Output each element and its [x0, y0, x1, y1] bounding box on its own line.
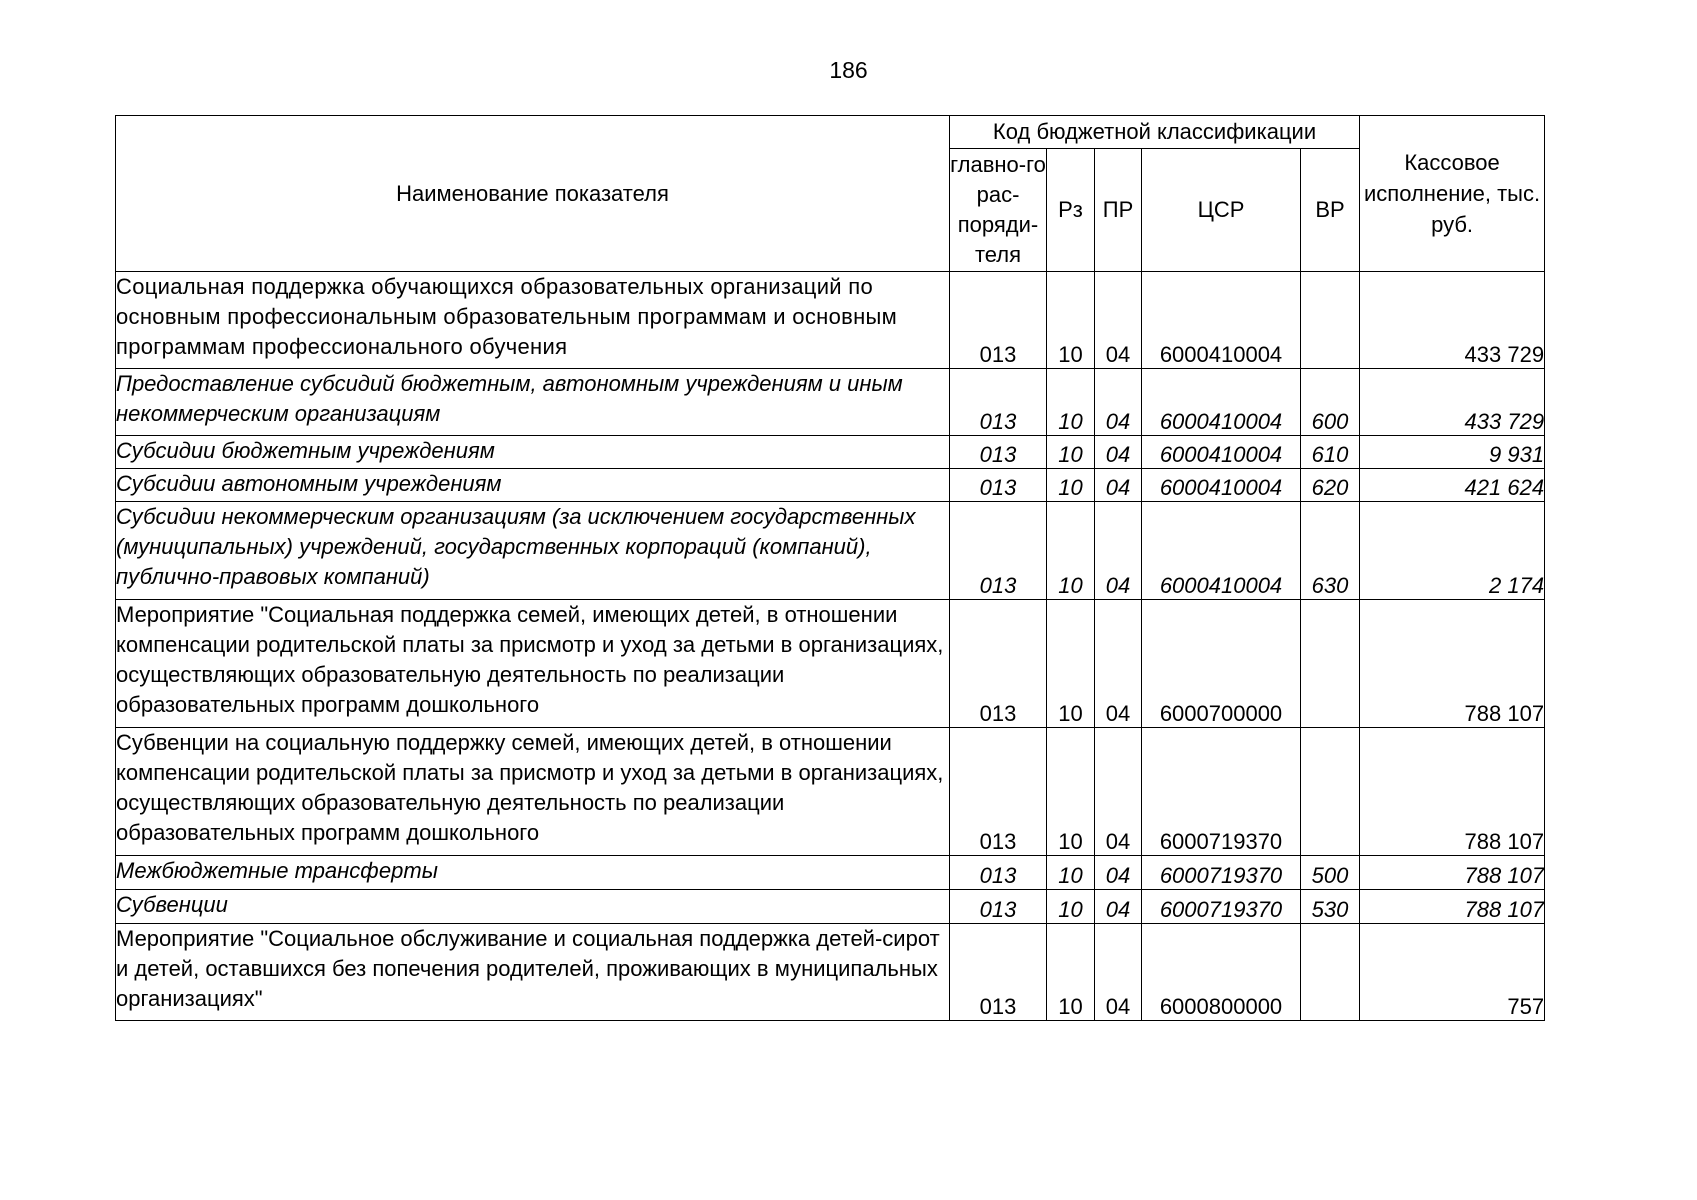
row-name: Субсидии некоммерческим организациям (за исключением государственных (муниципальных) учреждений, государственных корпораций (компаний), публично-правовых компаний) [116, 502, 950, 600]
row-grbs: 013 [950, 272, 1047, 369]
row-amount: 788 107 [1360, 890, 1545, 924]
header-pr: ПР [1095, 149, 1142, 272]
row-grbs: 013 [950, 924, 1047, 1021]
row-pr: 04 [1095, 728, 1142, 856]
row-vr [1301, 924, 1360, 1021]
row-rz: 10 [1047, 436, 1095, 469]
row-vr: 630 [1301, 502, 1360, 600]
row-amount: 2 174 [1360, 502, 1545, 600]
row-vr [1301, 600, 1360, 728]
row-amount: 421 624 [1360, 469, 1545, 502]
row-name: Субсидии автономным учреждениям [116, 469, 950, 502]
row-rz: 10 [1047, 469, 1095, 502]
row-csr: 6000410004 [1142, 272, 1301, 369]
table-row [116, 890, 1545, 924]
row-grbs: 013 [950, 502, 1047, 600]
row-vr [1301, 728, 1360, 856]
row-amount: 788 107 [1360, 600, 1545, 728]
row-grbs: 013 [950, 856, 1047, 890]
row-pr: 04 [1095, 272, 1142, 369]
row-amount: 788 107 [1360, 728, 1545, 856]
row-csr: 6000719370 [1142, 728, 1301, 856]
row-grbs: 013 [950, 728, 1047, 856]
table-row [116, 600, 1545, 728]
header-main-manager: главно-го рас-поряди-теля [950, 149, 1047, 272]
row-rz: 10 [1047, 600, 1095, 728]
row-rz: 10 [1047, 924, 1095, 1021]
row-grbs: 013 [950, 890, 1047, 924]
row-amount: 433 729 [1360, 369, 1545, 436]
table-row [116, 502, 1545, 600]
row-csr: 6000410004 [1142, 502, 1301, 600]
row-rz: 10 [1047, 856, 1095, 890]
table-row [116, 272, 1545, 369]
row-rz: 10 [1047, 890, 1095, 924]
row-amount: 788 107 [1360, 856, 1545, 890]
row-name: Субвенции на социальную поддержку семей, имеющих детей, в отношении компенсации родительской платы за присмотр и уход за детьми в организациях, осуществляющих образовательную деятельность по реализации образовательных программ дошкольного [116, 728, 950, 856]
row-csr: 6000410004 [1142, 436, 1301, 469]
row-name: Социальная поддержка обучающихся образовательных организаций по основным профессиональным образовательным программам и основным программам профессионального обучения [116, 272, 950, 369]
row-vr: 530 [1301, 890, 1360, 924]
row-grbs: 013 [950, 600, 1047, 728]
row-rz: 10 [1047, 369, 1095, 436]
budget-table [115, 115, 1545, 1021]
row-csr: 6000410004 [1142, 469, 1301, 502]
row-name: Мероприятие "Социальное обслуживание и социальная поддержка детей-сирот и детей, оставшихся без попечения родителей, проживающих в муниципальных организациях" [116, 924, 950, 1021]
row-vr: 610 [1301, 436, 1360, 469]
row-pr: 04 [1095, 856, 1142, 890]
table-row [116, 728, 1545, 856]
row-name: Субсидии бюджетным учреждениям [116, 436, 950, 469]
row-vr: 600 [1301, 369, 1360, 436]
table-row [116, 856, 1545, 890]
row-csr: 6000719370 [1142, 856, 1301, 890]
table-row [116, 924, 1545, 1021]
header-classification-code: Код бюджетной классификации [950, 116, 1360, 149]
row-vr: 620 [1301, 469, 1360, 502]
row-pr: 04 [1095, 890, 1142, 924]
page-number: 186 [829, 57, 868, 83]
row-pr: 04 [1095, 600, 1142, 728]
row-amount: 433 729 [1360, 272, 1545, 369]
row-name: Предоставление субсидий бюджетным, автономным учреждениям и иным некоммерческим организациям [116, 369, 950, 436]
row-name: Межбюджетные трансферты [116, 856, 950, 890]
row-csr: 6000700000 [1142, 600, 1301, 728]
table-row [116, 469, 1545, 502]
row-vr [1301, 272, 1360, 369]
row-name: Субвенции [116, 890, 950, 924]
row-pr: 04 [1095, 369, 1142, 436]
row-vr: 500 [1301, 856, 1360, 890]
header-vr: ВР [1301, 149, 1360, 272]
row-rz: 10 [1047, 728, 1095, 856]
header-csr: ЦСР [1142, 149, 1301, 272]
row-csr: 6000410004 [1142, 369, 1301, 436]
row-grbs: 013 [950, 436, 1047, 469]
row-amount: 757 [1360, 924, 1545, 1021]
table-row [116, 436, 1545, 469]
row-csr: 6000800000 [1142, 924, 1301, 1021]
row-grbs: 013 [950, 469, 1047, 502]
header-rz: Рз [1047, 149, 1095, 272]
row-pr: 04 [1095, 924, 1142, 1021]
row-pr: 04 [1095, 469, 1142, 502]
row-name: Мероприятие "Социальная поддержка семей, имеющих детей, в отношении компенсации родительской платы за присмотр и уход за детьми в организациях, осуществляющих образовательную деятельность по реализации образовательных программ дошкольного [116, 600, 950, 728]
row-grbs: 013 [950, 369, 1047, 436]
row-amount: 9 931 [1360, 436, 1545, 469]
header-cash-execution: Кассовое исполнение, тыс. руб. [1360, 116, 1545, 272]
row-rz: 10 [1047, 272, 1095, 369]
row-rz: 10 [1047, 502, 1095, 600]
header-name: Наименование показателя [116, 116, 950, 272]
table-row [116, 369, 1545, 436]
row-pr: 04 [1095, 436, 1142, 469]
row-csr: 6000719370 [1142, 890, 1301, 924]
row-pr: 04 [1095, 502, 1142, 600]
